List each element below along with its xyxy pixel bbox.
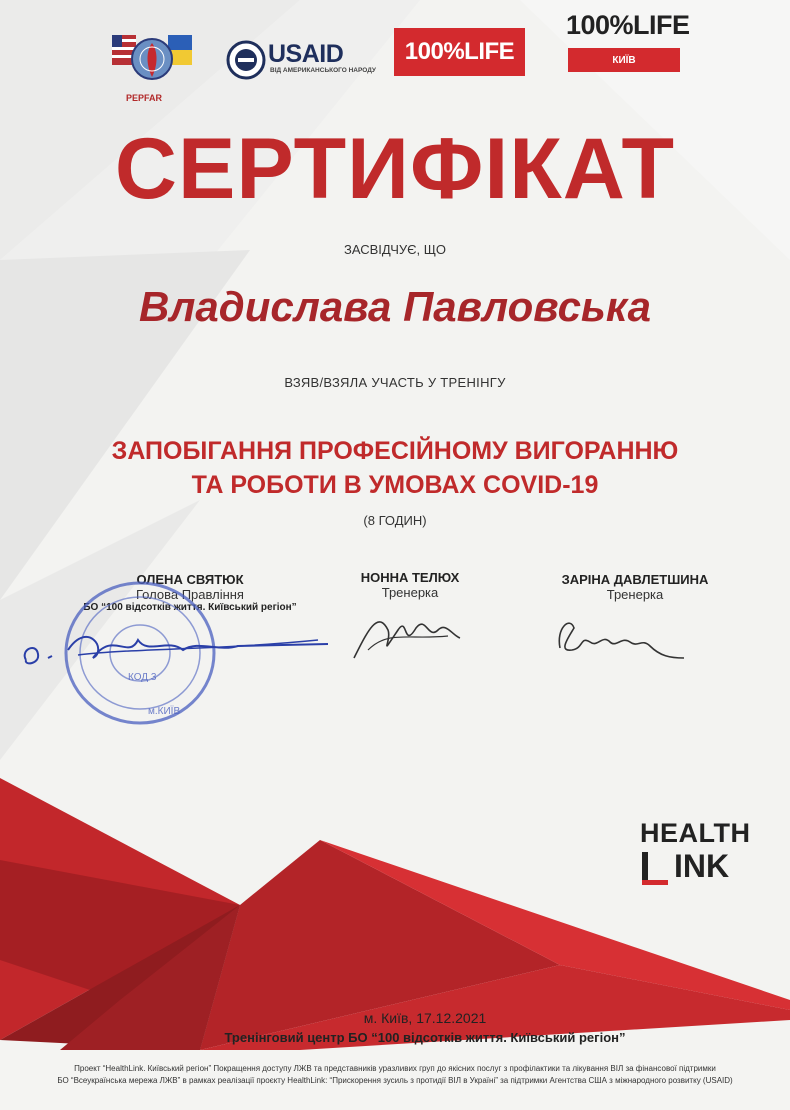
signatory-name: ОЛЕНА СВЯТЮК [136,572,244,587]
signatory-trainer-2 [530,572,740,602]
pepfar-seal-icon [110,25,194,95]
signatory-role: Голова Правління [136,587,244,602]
stamp-city: м.КИЇВ [148,706,181,717]
signatory-name: НОННА ТЕЛЮХ [360,570,460,585]
course-title-line2: ТА РОБОТИ В УМОВАХ COVID-19 [191,471,599,499]
signatory-role: Тренерка [606,587,664,602]
usaid-subtitle: ВІД АМЕРИКАНСЬКОГО НАРОДУ [270,67,376,74]
training-center: Тренінговий центр БО “100 відсотків життя. Київський регіон” [224,1030,626,1045]
participation-text: ВЗЯВ/ВЗЯЛА УЧАСТЬ У ТРЕНІНГУ [284,375,506,390]
signature-trainer-2-icon [550,608,690,668]
healthlink-l-icon [642,852,672,890]
course-title-line1: ЗАПОБІГАННЯ ПРОФЕСІЙНОМУ ВИГОРАННЮ [111,437,679,465]
recipient-name: Владислава Павловська [138,283,652,330]
footnote-line2: БО “Всеукраїнська мережа ЛЖВ” в рамках реалізації проєкту HealthLink: “Прискорення зусиль з протидії ВІЛ в Україні” за підтримки Агентства США з міжнародного розвитку (USAID) [57,1076,733,1085]
signature-trainer-1-icon [348,600,468,670]
footnote-line1: Проект “HealthLink. Київський регіон” Покращення доступу ЛЖВ та представників уразливих груп до якісних послуг з профілактики та лікування ВІЛ за фінансової підтримки [74,1064,716,1073]
usaid-seal-icon [226,40,266,80]
certificate-title: СЕРТИФІКАТ [114,121,676,217]
signatory-name: ЗАРІНА ДАВЛЕТШИНА [561,572,709,587]
signature-chair-icon [18,610,338,680]
healthlink-logo-line2: INK [674,848,730,884]
signatory-trainer-1 [320,570,500,600]
signatory-role: Тренерка [381,585,439,600]
signatory-org: БО “100 відсотків життя. Київський регіон” [83,602,297,613]
certifies-text: ЗАСВІДЧУЄ, ЩО [343,242,447,257]
course-duration: (8 ГОДИН) [363,513,427,528]
city-date: м. Київ, 17.12.2021 [363,1010,487,1026]
life-kyiv-logo: 100%LIFE [566,10,690,40]
pepfar-label: PEPFAR [125,93,162,103]
life-kyiv-city: КИЇВ [568,48,680,72]
stamp-code: КОД 3 [128,672,157,683]
healthlink-logo-line1: HEALTH [640,818,751,848]
course-title [0,434,790,502]
life-logo: 100%LIFE [394,28,525,76]
usaid-wordmark: USAID [268,40,344,68]
